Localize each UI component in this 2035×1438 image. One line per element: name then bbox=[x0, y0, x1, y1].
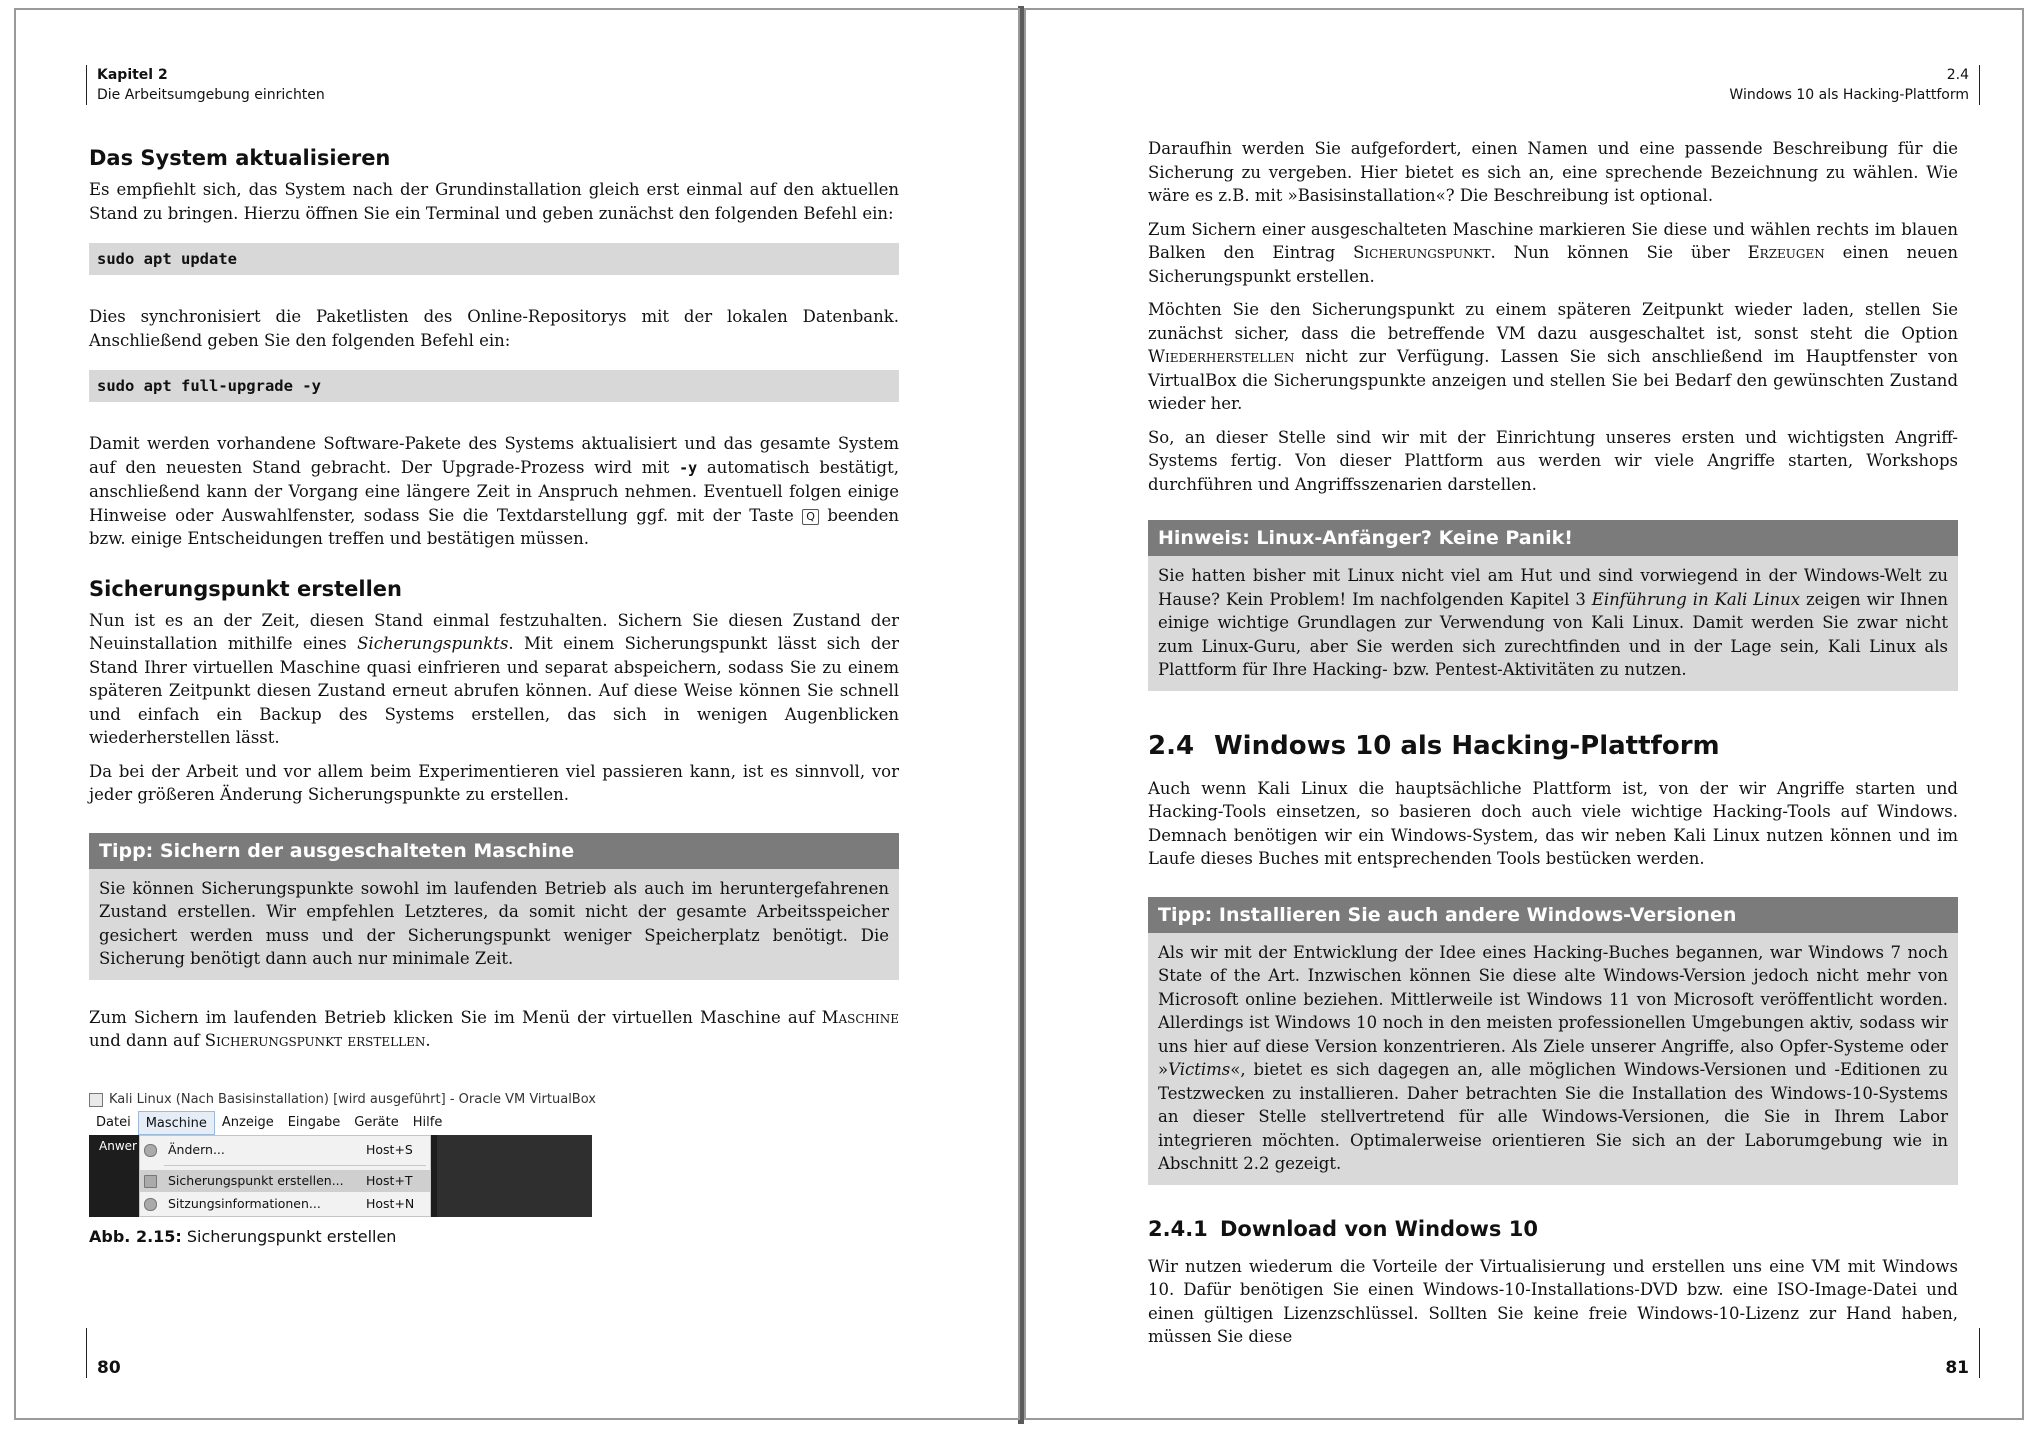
menu-item-aendern[interactable] bbox=[140, 1139, 430, 1161]
text-span: Als wir mit der Entwicklung der Idee eines Hacking-Buches begannen, war Windows 7 noch State of the Art. Inzwischen können Sie diese alte Windows-Version jedoch nicht mehr von Microsoft online beziehen. Mittlerweile ist Windows 11 von Microsoft veröffentlicht worden. Allerdings ist Windows 10 noch in den meisten professionellen Umgebungen aktiv, sodass wir uns hier auf diese Version konzentrieren. Als Ziele unserer Angriffe, also Opfer-Systeme oder » bbox=[1158, 942, 1948, 1079]
paragraph bbox=[89, 1006, 899, 1053]
menu-geraete[interactable]: Geräte bbox=[354, 1114, 399, 1130]
menu-item-label: Sitzungsinformationen... bbox=[168, 1195, 321, 1211]
subsection-heading-title: Download von Windows 10 bbox=[1220, 1216, 1538, 1241]
menu-item-label: Sicherungspunkt erstellen... bbox=[168, 1172, 344, 1188]
menu-bar bbox=[89, 1111, 609, 1135]
vm-display-text: Anwer bbox=[99, 1138, 137, 1153]
menu-reference: Sicherungspunkt erstellen bbox=[204, 1031, 426, 1050]
paragraph bbox=[89, 609, 899, 750]
menu-reference: Wiederherstellen bbox=[1148, 347, 1295, 366]
caption-text: Sicherungspunkt erstellen bbox=[181, 1226, 397, 1246]
vm-display bbox=[89, 1135, 592, 1217]
menu-item-sicherungspunkt[interactable] bbox=[140, 1170, 430, 1192]
chapter-label: Kapitel 2 bbox=[97, 67, 168, 83]
inline-code: -y bbox=[679, 458, 698, 477]
text-span: nicht zur Verfügung. Lassen Sie sich anschließend im Hauptfenster von VirtualBox die Sicherungspunkte anzeigen und stellen Sie bei Bedarf den gewünschten Zustand wieder her. bbox=[1148, 347, 1958, 413]
right-text-column bbox=[1148, 137, 1958, 1359]
figure-screenshot bbox=[89, 1089, 609, 1246]
left-page bbox=[14, 8, 1020, 1420]
snapshot-icon bbox=[144, 1175, 157, 1188]
heading-snapshot: Sicherungspunkt erstellen bbox=[89, 576, 402, 601]
text-span: Sie hatten bisher mit Linux nicht viel am Hut und sind vorwiegend in der Windows-Welt zu Hause? Kein Problem! Im nachfolgenden Kapitel 3 bbox=[1158, 566, 1948, 609]
menu-item-shortcut: Host+S bbox=[366, 1141, 413, 1157]
menu-datei[interactable]: Datei bbox=[96, 1114, 131, 1130]
page-number: 81 bbox=[1945, 1328, 1980, 1378]
virtualbox-icon bbox=[89, 1093, 103, 1107]
menu-anzeige[interactable]: Anzeige bbox=[221, 1114, 274, 1130]
text-span: zeigen wir Ihnen einige wichtige Grundlagen zur Verwendung von Kali Linux. Damit werden Sie zwar nicht zum Linux-Guru, aber Sie werden sich zurechtfinden und in der Lage sein, Kali Linux als Plattform für Ihre Hacking- bzw. Pentest-Aktivitäten zu nutzen. bbox=[1158, 589, 1948, 679]
emphasis: Victims bbox=[1168, 1060, 1231, 1079]
paragraph: Da bei der Arbeit und vor allem beim Experimentieren viel passieren kann, ist es sinnvoll, vor jeder größeren Änderung Sicherungspunkte zu erstellen. bbox=[89, 761, 899, 804]
text-span: Zum Sichern im laufenden Betrieb klicken Sie im Menü der virtuellen Maschine auf bbox=[89, 1007, 822, 1027]
tip-box-heading: Tipp: Installieren Sie auch andere Windows-Versionen bbox=[1148, 897, 1958, 933]
emphasis: Einführung in Kali Linux bbox=[1591, 589, 1801, 609]
left-text-column bbox=[89, 138, 899, 1246]
tip-box-heading: Tipp: Sichern der ausgeschalteten Maschine bbox=[89, 833, 899, 869]
section-heading-number: 2.4 bbox=[1148, 730, 1195, 761]
note-box-heading: Hinweis: Linux-Anfänger? Keine Panik! bbox=[1148, 520, 1958, 556]
menu-item-shortcut: Host+T bbox=[366, 1172, 413, 1188]
menu-item-label: Ändern... bbox=[168, 1141, 225, 1157]
paragraph: Daraufhin werden Sie aufgefordert, einen Namen und eine passende Beschreibung für die Sicherung zu vergeben. Hier bietet es sich an, eine sprechende Bezeichnung zu wählen. Wie wäre es z.B. mit »Basisinstallation«? Die Beschreibung ist optional. bbox=[1148, 139, 1958, 205]
menu-item-sitzungsinformationen[interactable] bbox=[140, 1193, 430, 1215]
paragraph: Es empfiehlt sich, das System nach der Grundinstallation gleich erst einmal auf den aktuellen Stand zu bringen. Hierzu öffnen Sie ein Terminal und geben zunächst den folgenden Befehl ein: bbox=[89, 180, 899, 223]
maschine-dropdown bbox=[139, 1135, 431, 1217]
page-number: 80 bbox=[86, 1328, 121, 1378]
text-span: beenden bzw. einige Entscheidungen treffen und bestätigen müssen. bbox=[89, 505, 899, 548]
running-head bbox=[1729, 65, 1980, 105]
menu-item-shortcut: Host+N bbox=[366, 1195, 415, 1211]
tip-box bbox=[1148, 897, 1958, 1185]
emphasis: Sicherungspunkts bbox=[357, 634, 509, 653]
tip-box-body bbox=[1148, 933, 1958, 1185]
paragraph bbox=[89, 432, 899, 551]
tip-box bbox=[89, 833, 899, 980]
paragraph bbox=[1148, 218, 1958, 289]
text-span: Zum Sichern einer ausgeschalteten Maschine markieren Sie diese und wählen rechts im blauen Balken den Eintrag bbox=[1148, 219, 1958, 262]
text-span: automatisch bestätigt, anschließend kann der Vorgang eine längere Zeit in Anspruch nehmen. Eventuell folgen einige Hinweise oder Auswahlfenster, sodass Sie die Textdarstellung ggf. mit der Taste bbox=[89, 457, 899, 525]
info-icon bbox=[144, 1198, 157, 1211]
paragraph: Auch wenn Kali Linux die hauptsächliche Plattform ist, von der wir Angriffe starten und Hacking-Tools einsetzen, so basieren doch auch viele wichtige Hacking-Tools auf Windows. Demnach benötigen wir ein Windows-System, das wir neben Kali Linux nutzen können und im Laufe dieses Buches mit entsprechenden Tools bestücken werden. bbox=[1148, 778, 1958, 868]
menu-hilfe[interactable]: Hilfe bbox=[412, 1114, 443, 1130]
key-icon: Q bbox=[802, 509, 819, 525]
figure-caption bbox=[89, 1227, 609, 1246]
text-span: Nun ist es an der Zeit, diesen Stand einmal festzuhalten. Sichern Sie diesen Zustand der Neuinstallation mithilfe eines bbox=[89, 610, 899, 653]
menu-eingabe[interactable]: Eingabe bbox=[287, 1114, 341, 1130]
text-span: . bbox=[425, 1031, 431, 1050]
vm-display-panel bbox=[437, 1135, 592, 1217]
note-box bbox=[1148, 520, 1958, 691]
text-span: Möchten Sie den Sicherungspunkt zu einem späteren Zeitpunkt wieder laden, stellen Sie zunächst sicher, dass die betreffende VM dazu ausgeschaltet ist, sonst steht die Option bbox=[1148, 300, 1958, 343]
menu-reference: Maschine bbox=[821, 1007, 899, 1027]
tip-box-body: Sie können Sicherungspunkte sowohl im laufenden Betrieb als auch im heruntergefahrenen Zustand erstellen. Wir empfehlen Letzteres, da somit nicht der gesamte Arbeitsspeicher gesichert werden muss und der Sicherungspunkt weniger Speicherplatz benötigt. Die Sicherung benötigt dann auch nur minimale Zeit. bbox=[99, 878, 889, 968]
code-block: sudo apt update bbox=[89, 243, 899, 275]
menu-reference: Erzeugen bbox=[1747, 243, 1825, 262]
section-heading bbox=[1148, 729, 1958, 763]
window-titlebar bbox=[89, 1089, 609, 1111]
menu-separator bbox=[164, 1165, 426, 1166]
window-title: Kali Linux (Nach Basisinstallation) [wird ausgeführt] - Oracle VM VirtualBox bbox=[109, 1091, 596, 1107]
text-span: einen neuen Sicherungspunkt erstellen. bbox=[1148, 243, 1958, 286]
heading-system-update: Das System aktualisieren bbox=[89, 146, 391, 170]
section-number: 2.4 bbox=[1946, 67, 1969, 83]
subsection-heading bbox=[1148, 1215, 1958, 1243]
section-title: Windows 10 als Hacking-Plattform bbox=[1729, 87, 1969, 103]
section-heading-title: Windows 10 als Hacking-Plattform bbox=[1214, 730, 1720, 761]
note-box-body bbox=[1148, 556, 1958, 691]
text-span: und dann auf bbox=[89, 1031, 205, 1050]
text-span: . Nun können Sie über bbox=[1490, 243, 1748, 262]
caption-label: Abb. 2.15: bbox=[89, 1226, 182, 1246]
text-span: «, bietet es sich dagegen an, alle möglichen Windows-Versionen und -Editionen zu Testzwecken zu installieren. Daher betrachten Sie die Installation des Windows-10-Systems an dieser Stelle stellvertretend für alle Windows-Versionen, die Sie in Ihrem Labor integrieren möchten. Optimalerweise orientieren Sie sich an der Laborumgebung wie in Abschnitt 2.2 gezeigt. bbox=[1158, 1060, 1948, 1173]
right-page bbox=[1024, 8, 2024, 1420]
menu-maschine[interactable]: Maschine bbox=[138, 1111, 215, 1135]
paragraph: Dies synchronisiert die Paketlisten des Online-Repositorys mit der lokalen Datenbank. Anschließend geben Sie den folgenden Befehl ein: bbox=[89, 307, 899, 350]
settings-icon bbox=[144, 1144, 157, 1157]
paragraph bbox=[1148, 298, 1958, 416]
code-block: sudo apt full-upgrade -y bbox=[89, 370, 899, 402]
paragraph: Wir nutzen wiederum die Vorteile der Virtualisierung und erstellen uns eine VM mit Windows 10. Dafür benötigen Sie einen Windows-10-Installations-DVD bzw. eine ISO-Image-Datei und einen gültigen Lizenzschlüssel. Sollten Sie keine freie Windows-10-Lizenz zur Hand haben, müssen Sie diese bbox=[1148, 1256, 1958, 1346]
paragraph: So, an dieser Stelle sind wir mit der Einrichtung unseres ersten und wichtigsten Angriff-Systems fertig. Von dieser Plattform aus werden wir viele Angriffe starten, Workshops durchführen und Angriffsszenarien darstellen. bbox=[1148, 427, 1958, 494]
text-span: Damit werden vorhandene Software-Pakete des Systems aktualisiert und das gesamte System auf den neuesten Stand gebracht. Der Upgrade-Prozess wird mit bbox=[89, 434, 899, 477]
text-span: . Mit einem Sicherungspunkt lässt sich der Stand Ihrer virtuellen Maschine quasi einfrieren und separat abspeichern, sodass Sie zu einem späteren Zeitpunkt diesen Zustand erneut abrufen können. Auf diese Weise können Sie schnell und einfach ein Backup des Systems erstellen, das sich in wenigen Augenblicken wiederherstellen lässt. bbox=[89, 634, 899, 747]
running-head bbox=[86, 65, 325, 105]
menu-reference: Sicherungspunkt bbox=[1353, 243, 1491, 262]
subsection-heading-number: 2.4.1 bbox=[1148, 1216, 1208, 1241]
chapter-title: Die Arbeitsumgebung einrichten bbox=[97, 87, 325, 103]
